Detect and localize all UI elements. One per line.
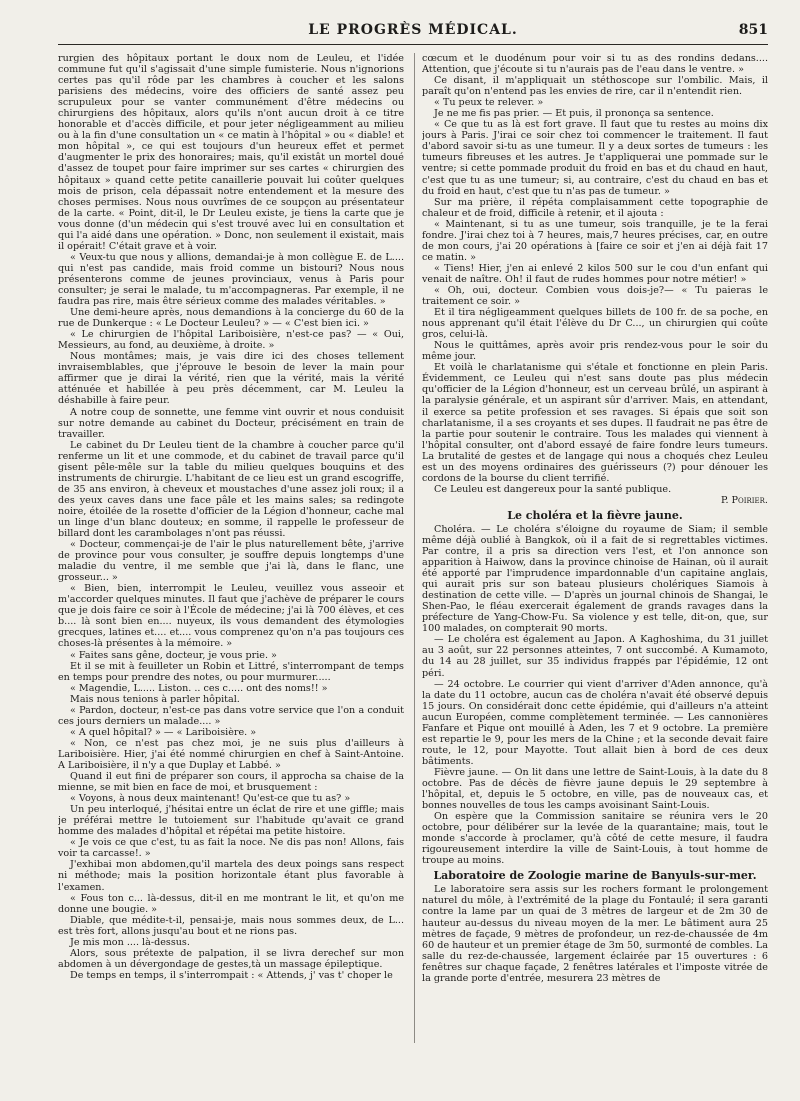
paragraph: Le cabinet du Dr Leuleu tient de la chambre à coucher parce qu'il renferme un lit et une commode, et du cabinet de travail parce qu'il gisent pêle-mêle sur la table du milieu quelques bouquins et des instruments de chirurgie. L'habitant de ce lieu est un grand escogriffe, de 35 ans environ, à cheveux et moustaches d'une assez joli roux; il a des yeux caves dans une face pâle et les mains sales; sa redingote noire, étoilée de la rosette d'officier de la Légion d'honneur, cache mal un linge d'un blanc douteux; en somme, il rappelle le professeur de billard dont les carambolages n'ont pas réussi. [58,439,404,540]
article-continuation [422,53,768,495]
paragraph: Nous montâmes; mais, je vais dire ici des choses tellement invraisemblables, que j'éprouve le besoin de lever la main pour affirmer que je dirai la vérité, rien que la vérité, mais la vérité atténuée et habillée à peu près décemment, car M. Leuleu la déshabille à faire peur. [58,351,404,407]
paragraph: Quand il eut fini de préparer son cours, il approcha sa chaise de la mienne, se mit bien en face de moi, et brusquement : [58,771,404,794]
paragraph: Diable, que médite-t-il, pensai-je, mais nous sommes deux, de L... est très fort, allons jusqu'au bout et ne rions pas. [58,914,404,937]
paragraph: De temps en temps, il s'interrompait : « Attends, j' vas t' choper le [70,969,393,981]
paragraph: cœcum et le duodénum pour voir si tu as des rondins dedans.... Attention, que j'écoute si tu n'aurais pas de l'eau dans le ventre. » [422,53,768,76]
paragraph: Je mis mon .... là-dessus. [70,936,190,948]
paragraph: J'exhibai mon abdomen,qu'il martela des deux poings sans respect ni méthode; mais la position horizontale étant plus favorable à l'examen. [58,859,404,893]
journal-title: LE PROGRÈS MÉDICAL. [308,22,518,38]
paragraph: « Fous ton c... là-dessus, dit-il en me montrant le lit, et qu'on me donne une bougie. » [58,892,404,915]
paragraph: « Je vois ce que c'est, tu as fait la noce. Ne dis pas non! Allons, fais voir ta carcasse!. » [58,837,404,860]
paragraph: — 24 octobre. Le courrier qui vient d'arriver d'Aden annonce, qu'à la date du 11 octobre, aucun cas de choléra n'avait été observé depuis 15 jours. On considérait donc cette épidémie, qui d'ailleurs n'a atteint aucun Européen, comme complètement terminée. — Les cannonières Fanfare et Pique ont mouillé à Aden, les 7 et 9 octobre. La première est repartie le 9, pour les mers de la Chine ; et la seconde devait faire route, le 12, pour Mayotte. Tout allait bien à bord de ces deux bâtiments. [422,678,768,767]
paragraph: Nous le quittâmes, après avoir pris rendez-vous pour le soir du même jour. [422,340,768,363]
page-header [58,22,768,45]
paragraph: « Tiens! Hier, j'en ai enlevé 2 kilos 500 sur le cou d'un enfant qui venait de naître. Oh! il faut de rudes hommes pour notre métier! » [422,262,768,285]
section-title-cholera: Le choléra et la fièvre jaune. [507,508,683,522]
paragraph: Choléra. — Le choléra s'éloigne du royaume de Siam; il semble même déjà oublié à Bangkok, où il a fait de si regrettables victimes. Par contre, il a pris sa direction vers l'est, et l'on annonce son apparition à Haiwow, dans la province chinoise de Hainan, où il aurait été apporté par l'imprudence impardonnable d'un capitaine anglais, qui aurait pris sur son bateau plusieurs cholériques Siamois à destination de cette ville. — D'après un journal chinois de Shangai, le Shen-Pao, le fléau exercerait également de grands ravages dans la préfecture de Yang-Chow-Fu. Sa violence y est telle, dit-on, que, sur 100 malades, on compterait 90 morts. [422,523,768,635]
paragraph: « Faites sans gêne, docteur, je vous prie. » [70,649,277,661]
paragraph: Alors, sous prétexte de palpation, il se livra derechef sur mon abdomen à un dévergondage de gestes,tà un massage épileptique. [58,947,404,970]
section-cholera-body [422,524,768,866]
paragraph: — Le choléra est également au Japon. A Kaghoshima, du 31 juillet au 3 août, sur 22 personnes atteintes, 7 ont succombé. A Kumamoto, du 14 au 28 juillet, sur 35 individus frappés par l'épidémie, 12 ont péri. [422,634,768,679]
page-number: 851 [738,22,768,38]
paragraph: On espère que la Commission sanitaire se réunira vers le 20 octobre, pour délibérer sur la levée de la quarantaine; mais, tout le monde s'accorde à proclamer, qu'à côté de cette mesure, il faudra rigoureusement interdire la ville de Saint-Louis, à tout homme de troupe au moins. [422,811,768,867]
paragraph: Mais nous tenions à parler hôpital. [70,693,240,705]
paragraph: « Magendie, L..... Liston. .. ces c..... ont des noms!! » [70,682,328,694]
paragraph: Un peu interloqué, j'hésitai entre un éclat de rire et une giffle; mais je préférai mettre le tutoiement sur l'habitude qu'avait ce grand homme des malades d'hôpital et répétai ma petite histoire. [58,804,404,838]
paragraph: Ce Leuleu est dangereux pour la santé publique. [434,483,672,495]
paragraph: « Oh, oui, docteur. Combien vous dois-je?— « Tu paieras le traitement ce soir. » [422,284,768,308]
paragraph: « Bien, bien, interrompit le Leuleu, veuillez vous asseoir et m'accorder quelques minutes. Il faut que j'achève de préparer le cours que je dois faire ce soir à l'École de médecine; j'ai là 700 élèves, et ces b.... là sont bien en.... nuyeux, ils vous demandent des étymologies grecques, latines et.... et.... vous comprenez qu'on n'a pas toujours ces choses-là présentes à la mémoire. » [58,583,404,650]
paragraph: « Docteur, commençai-je de l'air le plus naturellement bête, j'arrive de province pour vous consulter, je souffre depuis longtemps d'une maladie du ventre, il me semble que j'ai là, dans le flanc, une grosseur... » [58,539,404,584]
paragraph: A notre coup de sonnette, une femme vint ouvrir et nous conduisit sur notre demande au cabinet du Docteur, précisément en train de travailler. [58,406,404,440]
paragraph: « Voyons, à nous deux maintenant! Qu'est-ce que tu as? » [70,793,351,805]
paragraph: Une demi-heure après, nous demandions à la concierge du 60 de la rue de Dunkerque : « Le Docteur Leuleu? » — « C'est bien ici. » [58,307,404,330]
paragraph: rurgien des hôpitaux portant le doux nom de Leuleu, et l'idée commune fut qu'il s'agissait d'une simple fumisterie. Nous n'ignorions certes pas qu'il rôde par les chambres à coucher et les salons parisiens des médecins, voire des officiers de santé assez peu scrupuleux pour se vanter communément d'être médecins ou chirurgiens des hôpitaux, alors qu'ils n'ont aucun droit à ce titre honorable et d'accès difficile, et pour jeter négligeamment au milieu ou à la fin d'une consultation un « ce matin à l'hôpital » ou « diable! et mon hôpital », ce qui est toujours d'un heureux effet et permet d'augmenter le prix des honoraires; mais, qu'il existât un mortel doué d'assez de toupet pour faire imprimer sur ses cartes « chirurgien des hôpitaux » quand cette petite canaillerie pouvait lui coûter quelques mois de prison, cela dépassait notre entendement et la mesure des choses permises. Nous nous ouvrîmes de ce soupçon au présentateur de la carte. « Point, dit-il, le Dr Leuleu existe, je tiens la carte que je vous donne (d'un médecin qui s'est trouvé avec lui en consultation et qui l'a aidé dans une opération. » Donc, non seulement il existait, mais il opérait! C'était grave et à voir. [58,53,404,252]
paragraph: « Veux-tu que nous y allions, demandai-je à mon collègue E. de L.... qui n'est pas candide, mais froid comme un bistouri? Nous nous présenterons comme de jeunes provinciaux, venus à Paris pour consulter; je serai le malade, tu m'accompagneras. Par exemple, il ne faudra pas rire, mais être sérieux comme des malades véritables. » [58,251,404,308]
paragraph: Fièvre jaune. — On lit dans une lettre de Saint-Louis, à la date du 8 octobre. Pas de décès de fièvre jaune depuis le 29 septembre à l'hôpital, et, depuis le 5 octobre, en ville, pas de nouveaux cas, et bonnes nouvelles de tous les camps avoisinant Saint-Louis. [422,766,768,812]
right-column [422,53,768,1053]
paragraph: « Le chirurgien de l'hôpital Lariboisière, n'est-ce pas? — « Oui, Messieurs, au fond, au deuxième, à droite. » [58,329,404,352]
column-rule [414,53,415,1043]
paragraph: « Maintenant, si tu as une tumeur, sois tranquille, je te la ferai fondre. J'irai chez toi à 7 heures, mais,7 heures précises, car, en outre de mon cours, j'ai 20 opérations à [faire ce soir et j'en ai déjà fait 17 ce matin. » [422,218,768,263]
left-column [58,53,404,1053]
paragraph: Et il tira négligeamment quelques billets de 100 fr. de sa poche, en nous apprenant qu'il était l'élève du Dr C..., un chirurgien qui coûte gros, celui-là. [422,307,768,341]
paragraph: Ce disant, il m'appliquait un stéthoscope sur l'ombilic. Mais, il paraît qu'on n'entend pas les envies de rire, car il n'entendit rien. [422,75,768,98]
paragraph: Je ne me fis pas prier. — Et puis, il prononça sa sentence. [434,108,714,120]
section-title-banyuls: Laboratoire de Zoologie marine de Banyuls-sur-mer. [433,869,757,883]
paragraph: « Ce que tu as là est fort grave. Il faut que tu restes au moins dix jours à Paris. J'irai ce soir chez toi commencer le traitement. Il faut d'abord savoir si-tu as une tumeur. Il y a deux sortes de tumeurs : les tumeurs fibreuses et les autres. Je t'appliquerai une pommade sur le ventre; si cette pommade produit du froid en bas et du chaud en haut, c'est que tu as une tumeur; si, au contraire, c'est du chaud en bas et du froid en haut, c'est que tu n'as pas de tumeur. » [422,119,768,197]
article-signature: P. Poirier. [720,494,768,506]
paragraph: « Tu peux te relever. » [434,97,544,109]
paragraph: « Pardon, docteur, n'est-ce pas dans votre service que l'on a conduit ces jours derniers un malade.... » [58,704,404,727]
paragraph: Le laboratoire sera assis sur les rochers formant le prolongement naturel du môle, à l'extrémité de la plage du Fontaulé; il sera garanti contre la lame par un quai de 3 mètres de largeur et de 2m 30 de hauteur au-dessus du niveau moyen de la mer. Le bâtiment aura 25 mètres de façade, 9 mètres de profondeur, un rez-de-chaussée de 4m 60 de hauteur et un premier étage de 3m 50, surmonté de combles. La salle du rez-de-chaussée, largement éclairée par 15 ouvertures : 6 fenêtres sur chaque façade, 2 fenêtres latérales et l'imposte vitrée de la grande porte d'entrée, mesurera 23 mètres de [422,884,768,984]
paragraph: « Non, ce n'est pas chez moi, je ne suis plus d'ailleurs à Lariboisière. Hier, j'ai été nommé chirurgien en chef à Saint-Antoine. A Lariboisière, il n'y a que Duplay et Labbé. » [58,737,404,771]
paragraph: « A quel hôpital? » — « Lariboisière. » [70,726,257,738]
paragraph: Sur ma prière, il répéta complaisamment cette topographie de chaleur et de froid, difficile à retenir, et il ajouta : [422,196,768,219]
paragraph: Et voilà le charlatanisme qui s'étale et fonctionne en plein Paris. Évidemment, ce Leuleu qui n'est sans doute pas plus médecin qu'officier de la Légion d'honneur, est un cerveau brûlé, un aspirant à la paralysie générale, et un aspirant sûr d'arriver. Mais, en attendant, il exerce sa petite profession et ses ravages. Si épais que soit son charlatanisme, il a ses croyants et ses dupes. Il faudrait ne pas être de la partie pour soutenir le contraire. Tous les malades qui viennent à l'hôpital consulter, ont d'abord essayé de faire fondre leurs tumeurs. La brutalité de gestes et de langage qui nous a choqués chez Leuleu est un des moyens ordinaires des guérisseurs (?) pour dénouer les cordons de la bourse du client terrifié. [422,362,768,484]
section-banyuls-body [422,884,768,983]
paragraph: Et il se mit à feuilleter un Robin et Littré, s'interrompant de temps en temps pour prendre des notes, ou pour murmurer..... [58,660,404,683]
